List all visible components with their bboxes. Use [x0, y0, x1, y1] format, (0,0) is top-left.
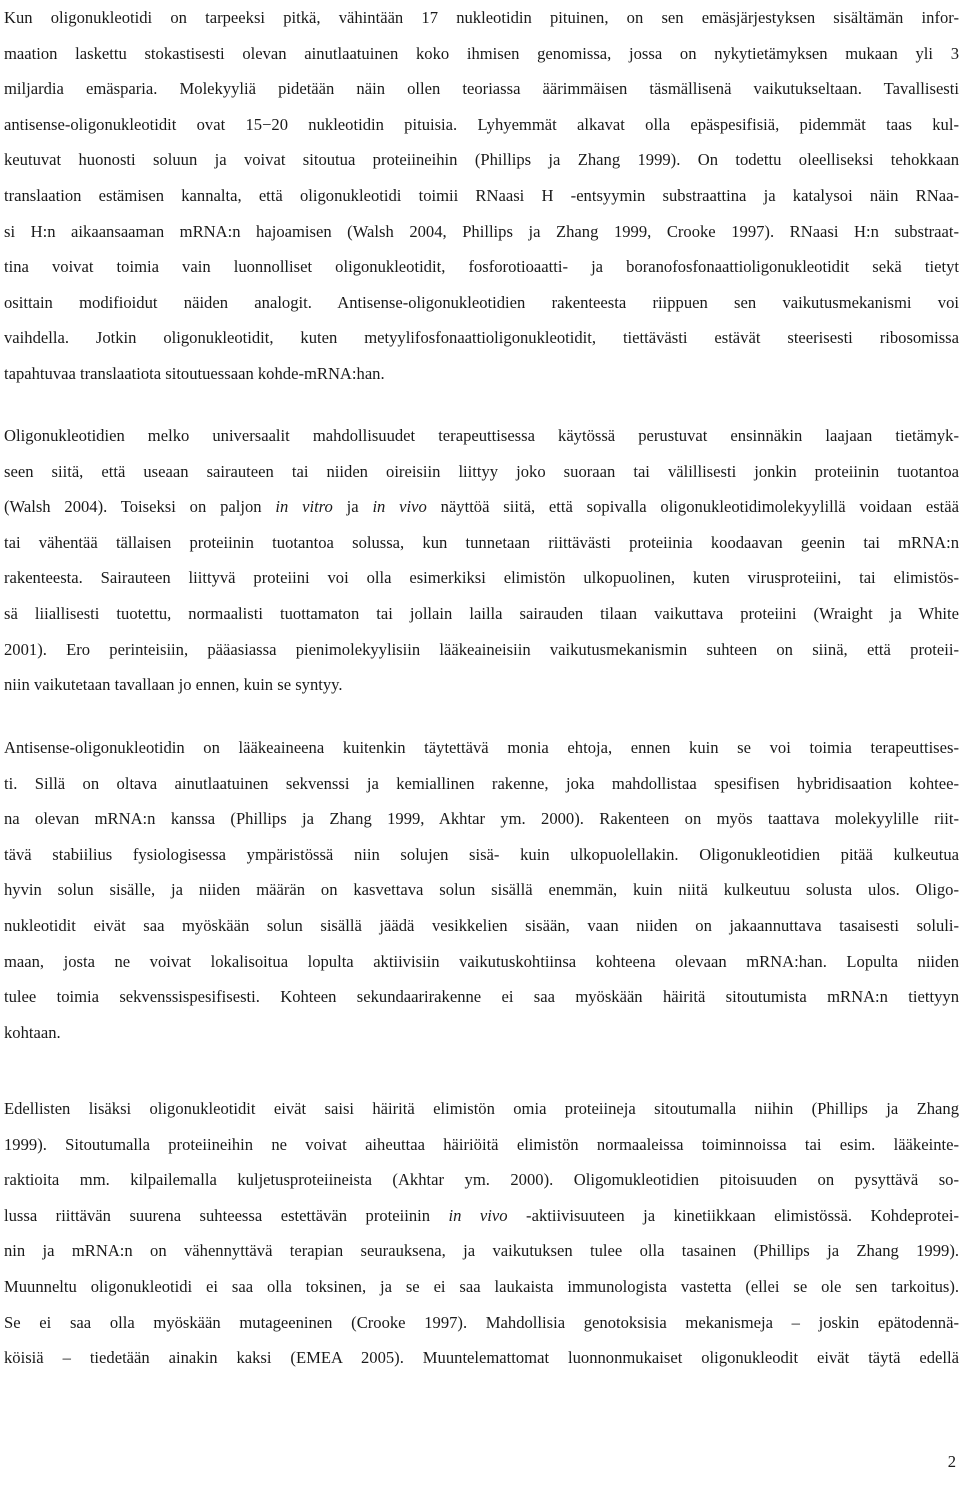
text-line: si H:n aikaansaaman mRNA:n hajoamisen (Walsh 2004, Phillips ja Zhang 1999, Crooke 1997). RNaasi H:n substraat- [4, 221, 959, 241]
text-run: 2001). Ero perinteisiin, pääasiassa pienimolekyylisiin lääkeaineisiin vaikutusmekanismin suhteen on siinä, että proteii- [4, 639, 959, 659]
text-run: -aktiivisuuteen ja kinetiikkaan elimistössä. Kohdeprotei- [507, 1205, 959, 1225]
paragraph-2 [4, 418, 959, 703]
text-line: antisense-oligonukleotidit ovat 15−20 nukleotidin pituisia. Lyhyemmät alkavat olla epäspesifisiä, pidemmät taas kul- [4, 114, 959, 134]
text-line: translaation estämisen kannalta, että oligonukleotidi toimii RNaasi H -entsyymin substraattina ja katalysoi näin RNaa- [4, 185, 959, 205]
italic-term: in vitro [275, 497, 333, 517]
text-line: tulee toimia sekvenssispesifisesti. Kohteen sekundaarirakenne ei saa myöskään häiritä sitoutumista mRNA:n tiettyyn [4, 987, 959, 1007]
page-number: 2 [947, 1452, 956, 1471]
text-line: maation laskettu stokastisesti olevan ainutlaatuinen koko ihmisen genomissa, jossa on nykytietämyksen mukaan yli 3 [4, 43, 959, 63]
text-line [4, 1269, 959, 1305]
text-run: ja [332, 497, 373, 517]
text-line: Antisense-oligonukleotidin on lääkeaineena kuitenkin täytettävä monia ehtoja, ennen kuin se voi toimia terapeuttises- [4, 738, 959, 757]
text-line: osittain modifioidut näiden analogit. Antisense-oligonukleotidien rakenteesta riippuen sen vaikutusmekanismi voi [4, 292, 959, 312]
text-run: Oligonukleotidien melko universaalit mahdollisuudet terapeuttisessa käytössä perustuvat ensinnäkin laajaan tietämyk- [4, 426, 959, 445]
text-line [4, 1127, 959, 1163]
text-line: tapahtuvaa translaatiota sitoutuessaan kohde-mRNA:han. [4, 363, 385, 383]
text-line: tävä stabiilius fysiologisessa ympäristössä niin solujen sisä- kuin ulkopuolellakin. Oligonukleotidien pitää kulkeutua [4, 844, 959, 864]
text-line [4, 418, 959, 454]
text-run: raktioita mm. kilpailemalla kuljetusproteiineista (Akhtar ym. 2000). Oligomukleotidien pitoisuuden on pysyttävä so- [4, 1170, 959, 1190]
text-line [4, 632, 959, 668]
text-run: 1999). Sitoutumalla proteiineihin ne voivat aiheuttaa häiriöitä elimistön normaaleissa toiminnoissa tai esim. lääkeinte- [4, 1134, 959, 1154]
paragraph-1 [4, 0, 959, 392]
text-line: miljardia emäsparia. Molekyyliä pidetään näin ollen teoriassa äärimmäisen täsmällisenä vaikutukseltaan. Tavallisesti [4, 79, 959, 99]
text-run: Muunneltu oligonukleotidi ei saa olla toksinen, ja se ei saa laukaista immunologista vastetta (ellei se ole sen tarkoitus). [4, 1276, 959, 1296]
text-line: ti. Sillä on oltava ainutlaatuinen sekvenssi ja kemiallinen rakenne, joka mahdollistaa spesifisen hybridisaation kohtee- [4, 773, 959, 793]
text-line: keutuvat huonosti soluun ja voivat sitoutua proteiineihin (Phillips ja Zhang 1999). On todettu oleelliseksi tehokkaan [4, 150, 959, 170]
paragraph-4 [4, 1091, 959, 1376]
italic-term: in vivo [448, 1205, 508, 1225]
text-line [4, 1162, 959, 1198]
text-line: hyvin solun sisälle, ja niiden määrän on kasvettava solun sisällä enemmän, kuin niitä kulkeutuu solusta ulos. Oligo- [4, 880, 959, 900]
text-line: nukleotidit eivät saa myöskään solun sisällä jäädä vesikkelien sisään, vaan niiden on jakaannuttava tasaisesti soluli- [4, 915, 959, 935]
text-line: na olevan mRNA:n kanssa (Phillips ja Zhang 1999, Akhtar ym. 2000). Rakenteen on myös taattava molekyylille riit- [4, 809, 959, 829]
text-line: maan, josta ne voivat lokalisoitua lopulta aktiivisiin vaikutuskohtiinsa kohteena olevaan mRNA:han. Lopulta niiden [4, 951, 959, 971]
text-run: (Walsh 2004). Toiseksi on paljon [4, 497, 276, 517]
text-run: nin ja mRNA:n on vähennyttävä terapian seurauksena, ja vaikutuksen tulee olla tasainen (Phillips ja Zhang 1999). [4, 1241, 959, 1261]
text-run: köisiä – tiedetään ainakin kaksi (EMEA 2005). Muuntelemattomat luonnonmukaiset oligonukleodit eivät täytä edellä [4, 1348, 959, 1368]
text-run: Se ei saa olla myöskään mutageeninen (Crooke 1997). Mahdollisia genotoksisia mekanismeja – joskin epätodennä- [4, 1312, 959, 1332]
text-run: lussa riittävän suurena suhteessa estettävän proteiinin [4, 1205, 449, 1225]
text-line [4, 1305, 959, 1341]
text-run: sä liiallisesti tuotettu, normaalisti tuottamaton tai jollain lailla sairauden tilaan vaikuttava proteiini (Wraight ja White [4, 603, 959, 623]
text-line: kohtaan. [4, 1022, 61, 1042]
text-line [4, 454, 959, 490]
text-line [4, 1233, 959, 1269]
text-line [4, 596, 959, 632]
text-line [4, 1091, 959, 1127]
text-line [4, 489, 959, 525]
text-line [4, 667, 959, 703]
text-line [4, 560, 959, 596]
text-run: rakenteesta. Sairauteen liittyvä proteiini voi olla esimerkiksi elimistön ulkopuolinen, kuten virusproteiini, tai elimistös- [4, 568, 959, 588]
text-run: näyttöä siitä, että sopivalla oligonukleotidimolekyylillä voidaan estää [426, 497, 959, 517]
text-line [4, 525, 959, 561]
text-line: Kun oligonukleotidi on tarpeeksi pitkä, vähintään 17 nukleotidin pituinen, on sen emäsjärjestyksen sisältämän infor- [4, 8, 959, 27]
text-run: tai vähentää tällaisen proteiinin tuotantoa solussa, kun tunnetaan riittävästi proteiinia koodaavan geenin tai mRNA:n [4, 532, 959, 552]
text-run: seen siitä, että useaan sairauteen tai niiden oireisiin liittyy joko suoraan tai välillisesti jonkin proteiinin tuotantoa [4, 461, 959, 481]
text-line: vaihdella. Jotkin oligonukleotidit, kuten metyylifosfonaattioligonukleotidit, tiettävästi estävät steerisesti ribosomissa [4, 328, 959, 348]
text-line [4, 1340, 959, 1376]
italic-term: in vivo [372, 497, 427, 517]
paragraph-3 [4, 730, 959, 1050]
text-run: niin vaikutetaan tavallaan jo ennen, kuin se syntyy. [4, 675, 343, 695]
text-line [4, 1198, 959, 1234]
text-run: Edellisten lisäksi oligonukleotidit eivät saisi häiritä elimistön omia proteiineja sitoutumalla niihin (Phillips ja Zhang [4, 1099, 959, 1118]
text-line: tina voivat toimia vain luonnolliset oligonukleotidit, fosforotioaatti- ja boranofosfonaattioligonukleotidit sekä tietyt [4, 257, 959, 277]
